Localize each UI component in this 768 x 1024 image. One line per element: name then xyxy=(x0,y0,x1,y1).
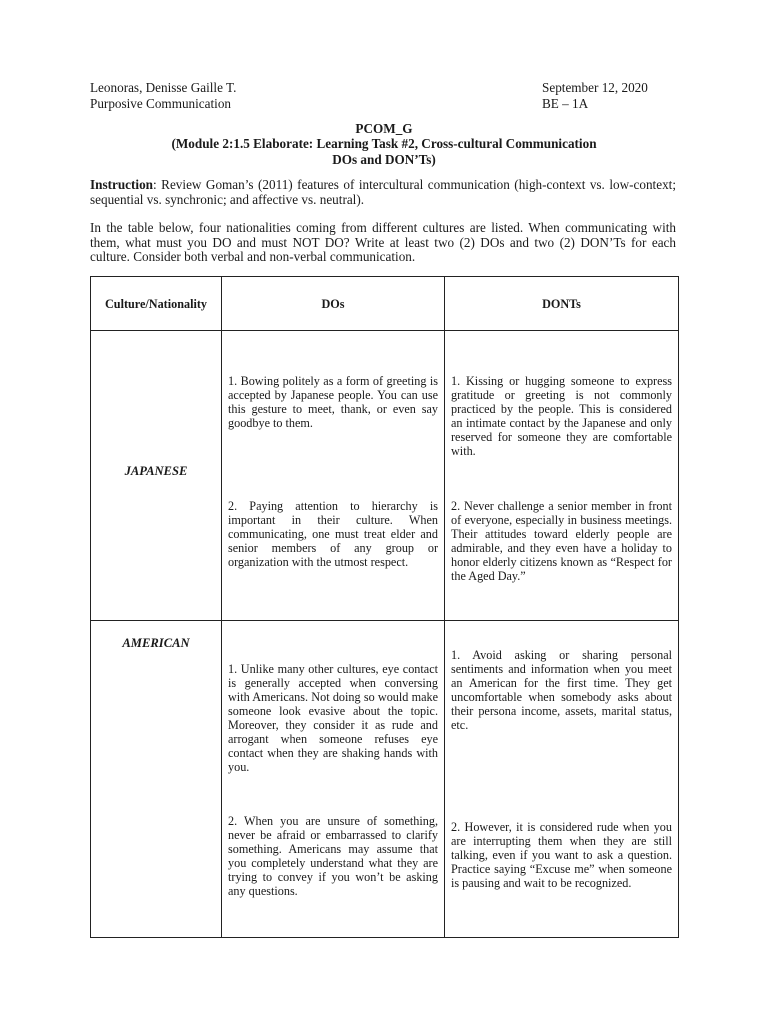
american-dont-1: 1. Avoid asking or sharing personal sentiments and information when you meet an American for the first time. They get uncomfortable when somebody asks about their persona income, assets, marital status, etc. xyxy=(451,648,672,732)
header-culture: Culture/Nationality xyxy=(91,277,222,331)
table-header-row xyxy=(91,277,679,331)
dos-cell xyxy=(222,331,445,621)
submission-date: September 12, 2020 xyxy=(542,80,648,95)
table-row xyxy=(91,621,679,938)
american-do-2: 2. When you are unsure of something, never be afraid or embarrassed to clarify something. Americans may assume that you completely understand what they are trying to convey if you won’t be asking any questions. xyxy=(228,814,438,898)
header-dos: DOs xyxy=(222,277,445,331)
american-dont-2: 2. However, it is considered rude when you are interrupting them when they are still talking, even if you want to ask a question. Practice saying “Excuse me” when someone is pausing and wait to be recognized. xyxy=(451,820,672,890)
document-subtitle-continued: DOs and DON’Ts) xyxy=(332,152,436,167)
instruction-text: : Review Goman’s (2011) features of intercultural communication (high-context vs. low-context; sequential vs. synchronic; and affective vs. neutral). xyxy=(90,177,676,207)
instruction-label: Instruction xyxy=(90,177,154,192)
culture-table xyxy=(90,276,679,938)
dos-cell xyxy=(222,621,445,938)
japanese-do-1: 1. Bowing politely as a form of greeting is accepted by Japanese people. You can use this gesture to meet, thank, or even say goodbye to them. xyxy=(228,374,438,430)
american-do-1: 1. Unlike many other cultures, eye contact is generally accepted when conversing with Americans. Not doing so would make someone look evasive about the topic. Moreover, they consider it as rude and arrogant when someone refuses eye contact when they are shaking hands with you. xyxy=(228,662,438,774)
nation-cell xyxy=(91,621,222,938)
japanese-do-2: 2. Paying attention to hierarchy is important in their culture. When communicating, one must treat elder and senior members of any group or organization with the utmost respect. xyxy=(228,499,438,569)
table-row xyxy=(91,331,679,621)
nation-label-japanese: JAPANESE xyxy=(124,464,188,478)
subject-name: Purposive Communication xyxy=(90,96,232,111)
japanese-dont-1: 1. Kissing or hugging someone to express gratitude or greeting is not commonly practiced by the people. This is considered an intimate contact by the Japanese and only reserved for someone they are comfortable with. xyxy=(451,374,672,458)
donts-cell xyxy=(445,331,679,621)
student-name: Leonoras, Denisse Gaille T. xyxy=(90,80,237,95)
nation-cell xyxy=(91,331,222,621)
instruction-paragraph xyxy=(90,178,676,207)
japanese-dont-2: 2. Never challenge a senior member in front of everyone, especially in business meetings. Their attitudes toward elderly people are admirable, and they even have a holiday to honor elderly citizens known as “Respect for the Aged Day.” xyxy=(451,499,672,583)
document-title: PCOM_G xyxy=(355,121,413,136)
donts-cell xyxy=(445,621,679,938)
header-donts: DONTs xyxy=(445,277,679,331)
class-section: BE – 1A xyxy=(542,96,589,111)
nation-label-american: AMERICAN xyxy=(122,636,190,650)
intro-paragraph: In the table below, four nationalities coming from different cultures are listed. When communicating with them, what must you DO and must NOT DO? Write at least two (2) DOs and two (2) DON’Ts for each culture. Consider both verbal and non-verbal communication. xyxy=(90,220,676,265)
document-subtitle: (Module 2:1.5 Elaborate: Learning Task #2, Cross-cultural Communication xyxy=(171,136,597,151)
